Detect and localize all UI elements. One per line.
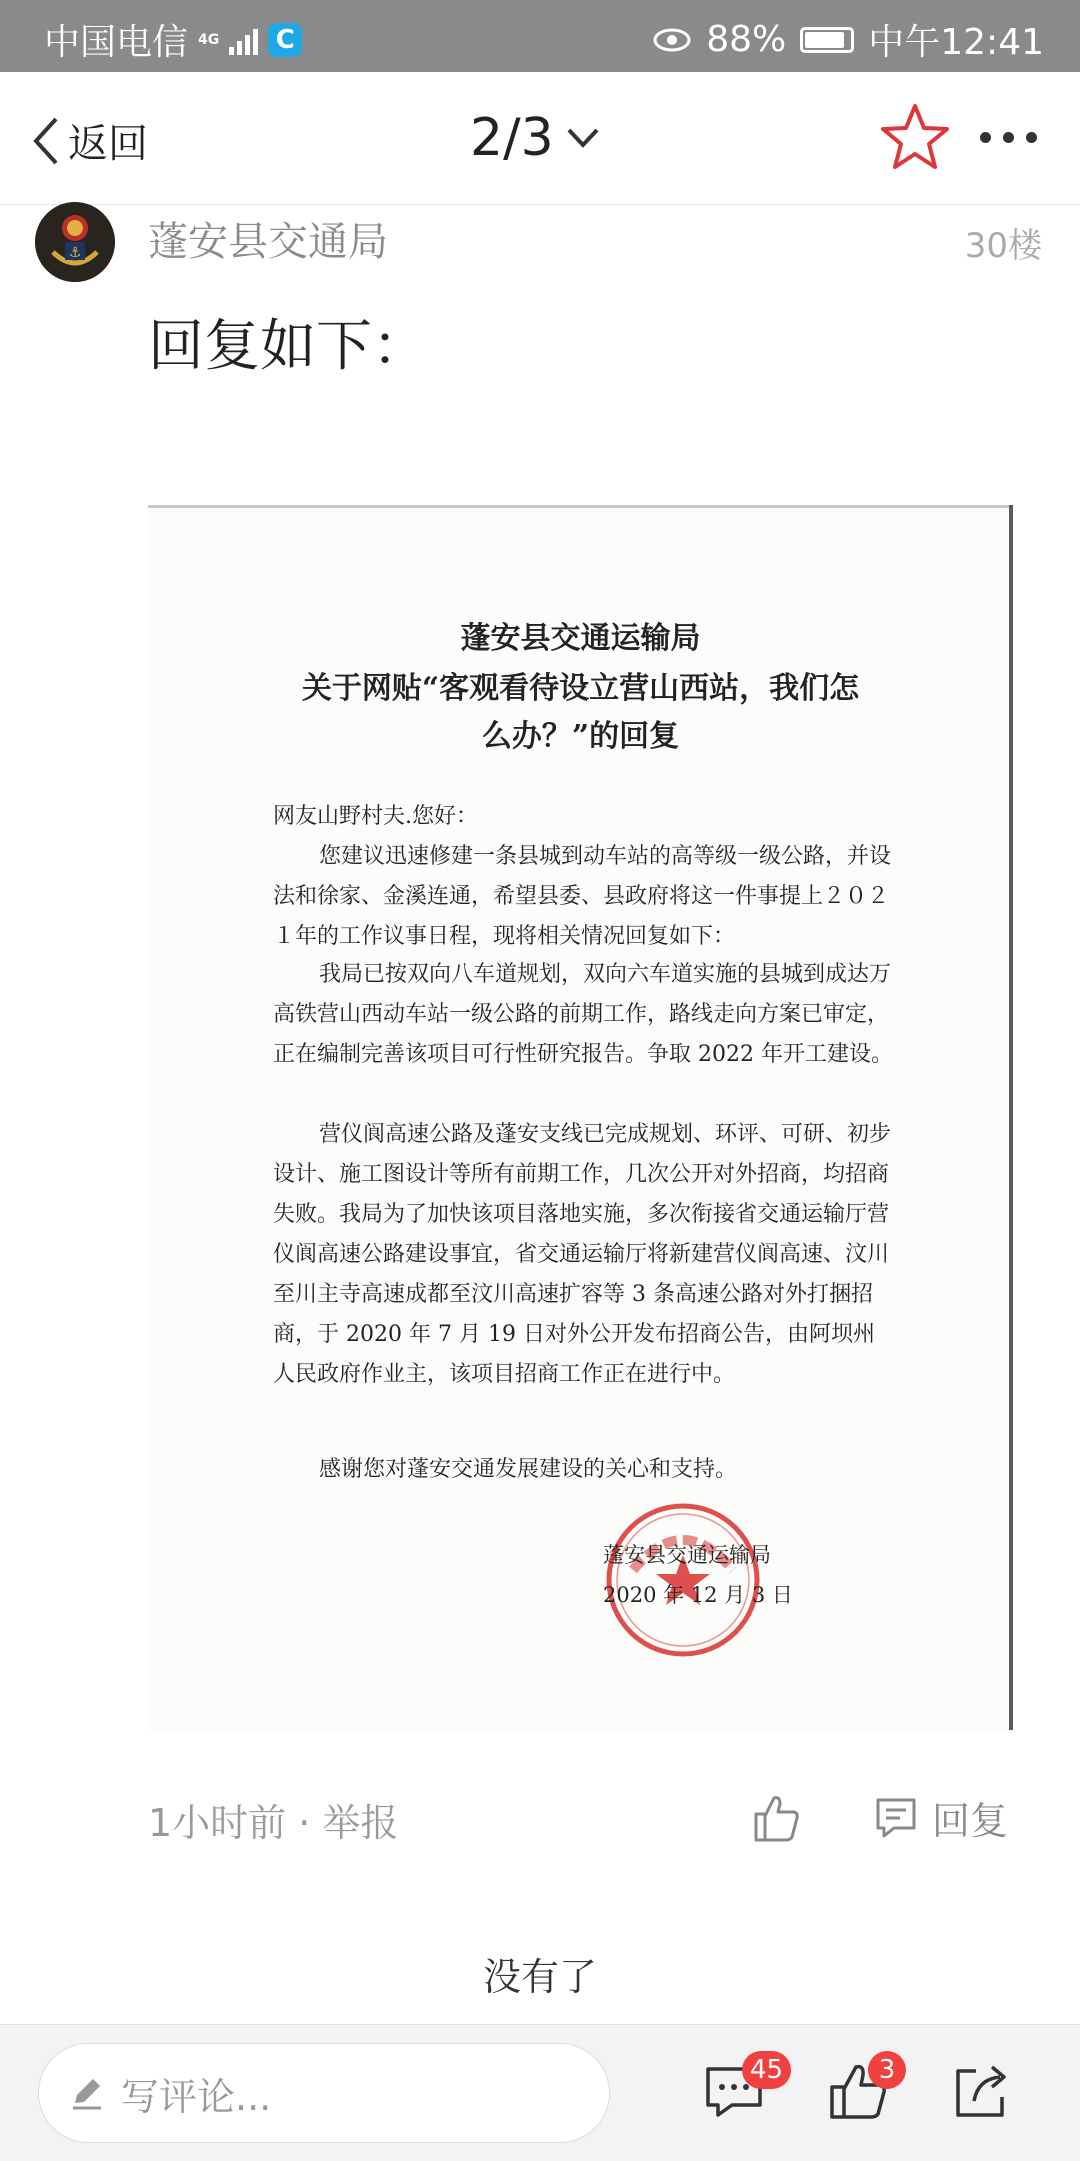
battery-percent: 88% (706, 19, 787, 60)
doc-title-line-1: 蓬安县交通运输局 (460, 621, 701, 656)
page-selector[interactable] (470, 108, 600, 168)
clock: 中午12:41 (868, 22, 1044, 63)
post-meta[interactable]: 1小时前 · 举报 (148, 1801, 399, 1845)
svg-text:⚓: ⚓ (68, 245, 82, 261)
floor-number: 30楼 (964, 226, 1042, 266)
doc-paragraph: 营仪阆高速公路及蓬安支线已完成规划、环评、可研、初步设计、施工图设计等所有前期工作，几次公开对外招商，均招商失败。我局为了加快该项目落地实施，多次衔接省交通运输厅营仪阆高速公路建设事宜，省交通运输厅将新建营仪阆高速、汶川至川主寺高速成都至汶川高速扩容等 3 条高速公路对外打捆招商，于 2020 年 7 月 19 日对外公开发布招商公告，由阿坝州人民政府作业主，该项目招商工作正在进行中。 (273, 1122, 892, 1387)
end-of-list-text: 没有了 (482, 1955, 597, 1999)
doc-title-line-2: 关于网贴“客观看待设立营山西站，我们怎 (301, 671, 860, 706)
back-button[interactable] (30, 112, 148, 169)
network-type: 4G (198, 31, 220, 48)
eye-icon (652, 26, 692, 54)
post-body-text: 回复如下： (148, 314, 428, 379)
share-icon[interactable] (950, 2059, 1014, 2123)
top-nav-bar (0, 72, 1080, 205)
chevron-left-icon (30, 115, 60, 167)
favorite-star-icon[interactable] (880, 102, 950, 172)
like-count-badge: 3 (868, 2051, 906, 2089)
page-indicator: 2/3 (470, 108, 554, 168)
more-options-icon[interactable] (980, 132, 1037, 143)
carrier-label: 中国电信 (44, 22, 189, 63)
avatar[interactable] (35, 202, 115, 282)
doc-signature: 蓬安县交通运输局 (603, 1543, 771, 1567)
pencil-icon (67, 2073, 107, 2113)
author-name[interactable]: 蓬安县交通局 (148, 219, 388, 265)
comment-icon (872, 1794, 920, 1842)
doc-paragraph: 您建议迅速修建一条县城到动车站的高等级一级公路，并设法和徐家、金溪连通，希望县委、县政府将这一件事提上２０２１年的工作议事日程，现将相关情况回复如下： (273, 844, 892, 949)
doc-signature-block (603, 1535, 793, 1615)
signal-icon (229, 25, 258, 55)
bottom-action-bar (0, 2024, 1080, 2161)
chevron-down-icon (566, 127, 600, 149)
comment-count-badge: 45 (742, 2051, 791, 2089)
comment-input[interactable] (38, 2043, 610, 2143)
reply-button[interactable] (872, 1790, 1008, 1845)
status-bar (0, 0, 1080, 72)
attached-document-image[interactable] (148, 505, 1013, 1730)
thumbs-up-icon[interactable] (752, 1792, 800, 1844)
back-label: 返回 (68, 121, 148, 167)
reply-label: 回复 (932, 1799, 1009, 1843)
comment-placeholder: 写评论... (121, 2074, 272, 2119)
doc-greeting: 网友山野村夫.您好： (273, 804, 478, 829)
doc-date: 2020 年 12 月 3 日 (603, 1583, 793, 1607)
doc-paragraph: 感谢您对蓬安交通发展建设的关心和支持。 (319, 1457, 738, 1482)
doc-paragraph: 我局已按双向八车道规划，双向六车道实施的县城到成达万高铁营山西动车站一级公路的前期工作，路线走向方案已审定，正在编制完善该项目可行性研究报告。争取 2022 年开工建设。 (273, 962, 893, 1067)
doc-title-line-3: 么办？”的回复 (481, 719, 680, 754)
app-notification-icon: C (268, 23, 302, 57)
battery-icon (800, 27, 854, 53)
